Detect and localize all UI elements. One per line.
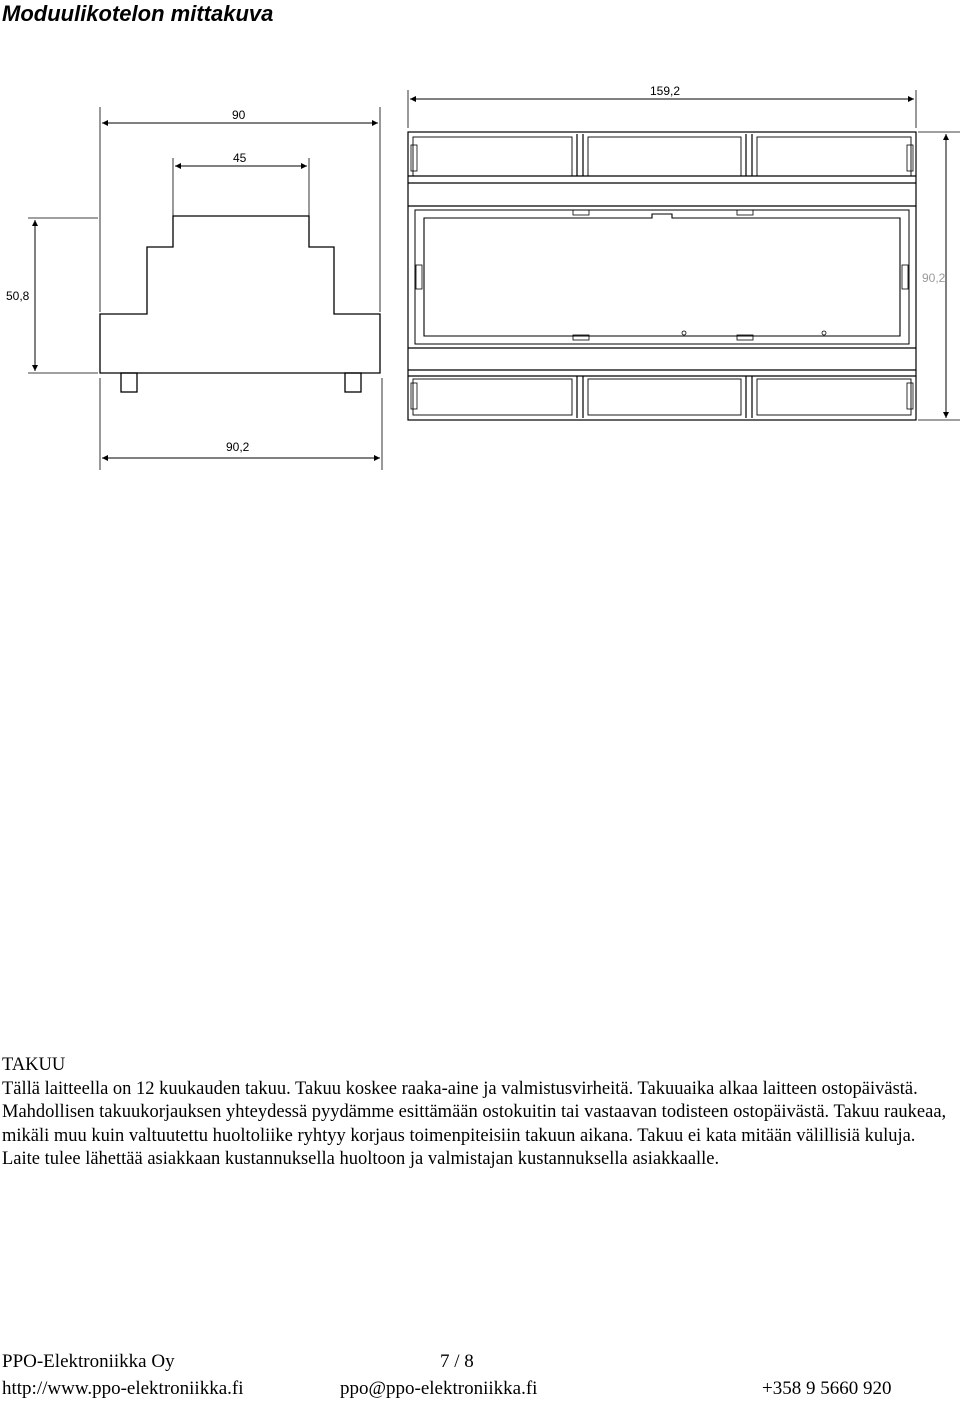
side-view [28, 107, 382, 470]
footer-company: PPO-Elektroniikka Oy [2, 1351, 175, 1372]
footer-phone: +358 9 5660 920 [762, 1378, 892, 1399]
warranty-text: Tällä laitteella on 12 kuukauden takuu. Takuu koskee raaka-aine ja valmistusvirheitä. Takuuaika alkaa laitteen ostopäivästä. Mahdollisen takuukorjauksen yhteydessä pyydämme esittämään ostokuitin tai vastaavan todisteen ostopäivästä. Takuu raukeaa, mikäli muu kuin valtuutettu huoltoliike ryhtyy korjaus toimenpiteisiin takuun aikana. Takuu ei kata mitään välillisiä kuluja. Laite tulee lähettää asiakkaan kustannuksella huoltoon ja valmistajan kustannuksella asiakkaalle. [2, 1078, 947, 1169]
dim-bottom-width-label: 90,2 [226, 440, 250, 454]
warranty-heading: TAKUU [2, 1055, 66, 1075]
dim-length-label: 159,2 [650, 84, 681, 98]
dim-depth-label: 90,2 [922, 271, 946, 285]
enclosure-dimension-drawing [0, 70, 960, 490]
top-view [408, 90, 960, 420]
dim-height-label: 50,8 [6, 289, 30, 303]
footer-page-number: 7 / 8 [440, 1351, 474, 1372]
warranty-section [2, 1054, 958, 1172]
side-view-dimensions [35, 123, 380, 458]
footer-email: ppo@ppo-elektroniikka.fi [340, 1378, 538, 1399]
footer-website: http://www.ppo-elektroniikka.fi [2, 1378, 244, 1399]
dim-top-width-label: 90 [232, 108, 246, 122]
dim-step-width-label: 45 [233, 151, 247, 165]
page-title: Moduulikotelon mittakuva [2, 1, 274, 26]
